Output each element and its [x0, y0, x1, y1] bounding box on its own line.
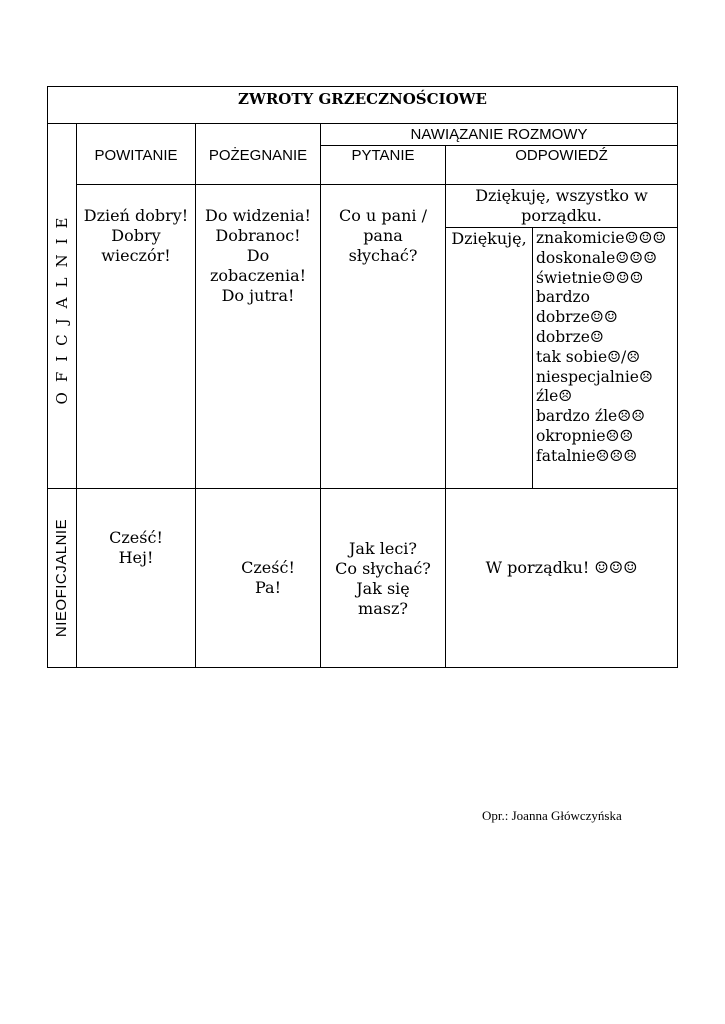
oficjalnie-powitanie: Dzień dobry! Dobry wieczór!	[83, 206, 189, 265]
header-pytanie: PYTANIE	[351, 147, 415, 164]
header-pozegnanie: POŻEGNANIE	[208, 147, 308, 164]
header-odpowiedz: ODPOWIEDŹ	[515, 147, 608, 164]
list-item: doskonale☺☺☺	[536, 248, 657, 267]
header-powitanie: POWITANIE	[94, 147, 178, 164]
list-item: tak sobie☺/☹	[536, 347, 641, 366]
table-line-powitanie-col	[195, 123, 196, 668]
list-item: dobrze☺☺	[536, 308, 618, 327]
author-note: Opr.: Joanna Główczyńska	[482, 808, 622, 823]
list-item: niespecjalnie☹	[536, 367, 653, 386]
row-label-oficjalnie: OFICJALNIE	[53, 207, 71, 405]
nieoficjalnie-pytanie: Jak leci? Co słychać? Jak się masz?	[335, 539, 431, 618]
table-border-bottom	[47, 667, 678, 668]
list-item: świetnie☺☺☺	[536, 268, 644, 287]
nieoficjalnie-powitanie: Cześć! Hej!	[109, 528, 163, 567]
table-line-odpowiedz-inner-col	[532, 227, 533, 489]
oficjalnie-odpowiedz-list	[536, 229, 666, 467]
oficjalnie-odpowiedz-prefix: Dziękuję,	[451, 229, 527, 248]
oficjalnie-pytanie: Co u pani / pana słychać?	[338, 206, 428, 265]
row-label-nieoficjalnie: NIEOFICJALNIE	[53, 518, 70, 638]
table-line-header-bottom	[76, 184, 678, 185]
oficjalnie-pozegnanie: Do widzenia! Dobranoc! Do zobaczenia! Do jutra!	[205, 206, 311, 305]
nieoficjalnie-pozegnanie: Cześć! Pa!	[241, 558, 295, 597]
table-line-oficjalnie-bottom	[47, 488, 678, 489]
table-line-label-col	[76, 123, 77, 668]
list-item: okropnie☹☹	[536, 426, 634, 445]
oficjalnie-odpowiedz-top: Dziękuję, wszystko w porządku.	[475, 186, 648, 225]
table-line-title-bottom	[47, 123, 678, 124]
table-title: ZWROTY GRZECZNOŚCIOWE	[238, 90, 487, 108]
list-item: znakomicie☺☺☺	[536, 229, 667, 247]
table-border-left	[47, 86, 48, 668]
table-line-odpowiedz-split	[445, 227, 678, 228]
list-item: fatalnie☹☹☹	[536, 446, 638, 465]
table-border-top	[47, 86, 678, 87]
table-border-right	[677, 86, 678, 668]
header-nawiazanie-rozmowy: NAWIĄZANIE ROZMOWY	[410, 126, 588, 143]
list-item: dobrze☺	[536, 327, 604, 346]
list-item: bardzo źle☹☹	[536, 407, 646, 426]
list-item: źle☹	[536, 387, 573, 406]
nieoficjalnie-odpowiedz: W porządku! ☺☺☺	[485, 558, 638, 577]
list-item: bardzo	[536, 288, 590, 307]
